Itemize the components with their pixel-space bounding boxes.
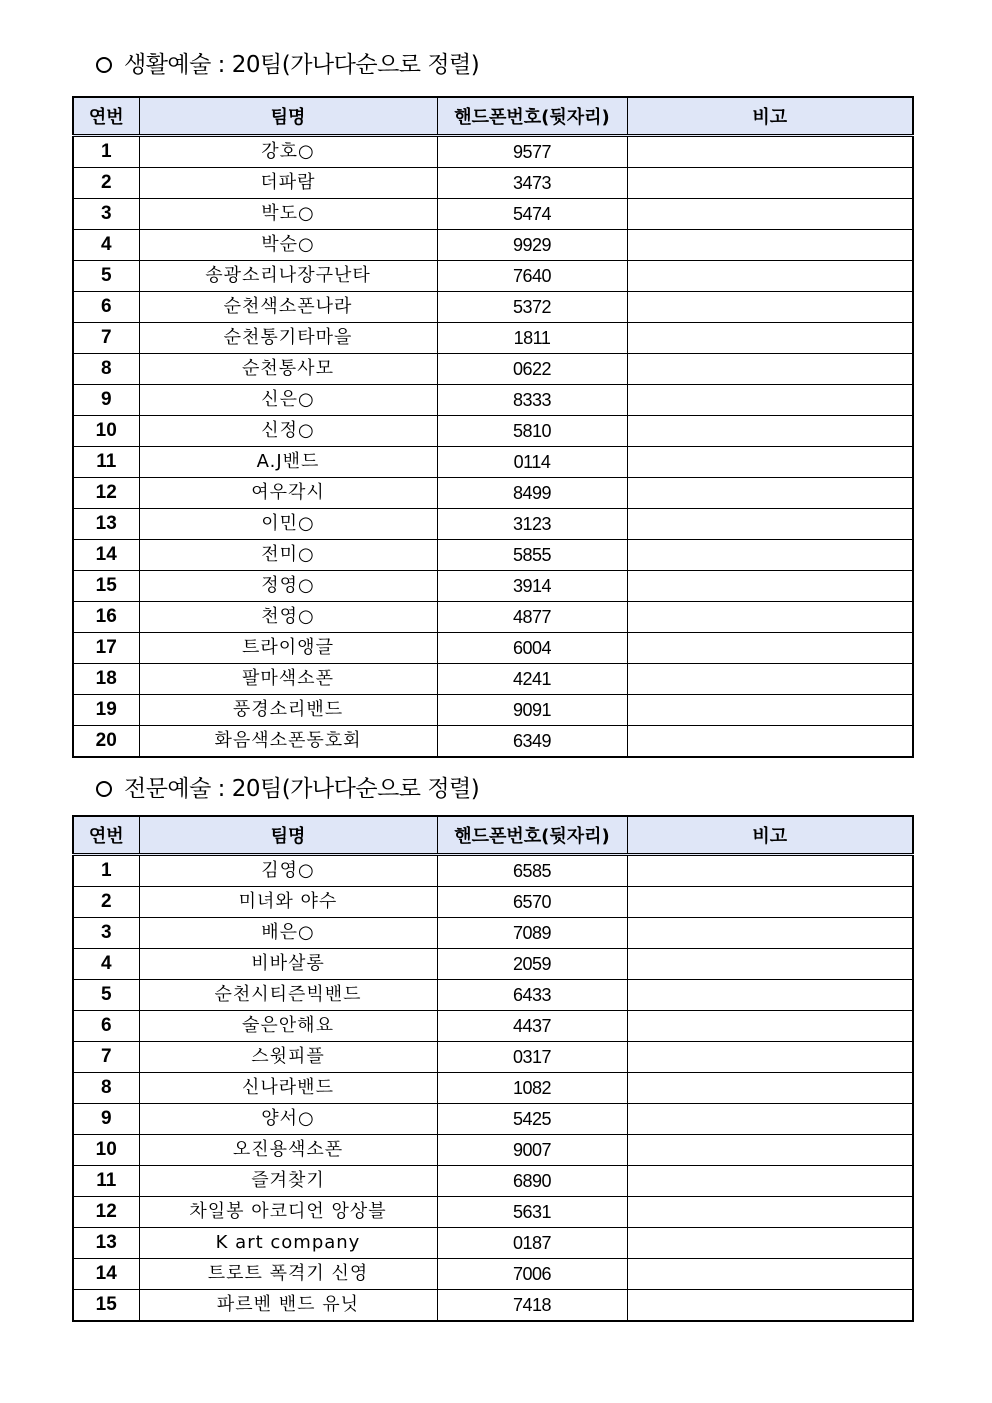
table-row (73, 292, 913, 323)
phone-suffix-cell: 0187 (437, 1228, 627, 1259)
phone-suffix-cell: 6349 (437, 726, 627, 758)
note-cell (627, 664, 913, 695)
team-name-cell: 여우각시 (139, 478, 437, 509)
team-name-cell: 배은○ (139, 918, 437, 949)
team-name-cell: 오진용색소폰 (139, 1135, 437, 1166)
table-row (73, 949, 913, 980)
table-row (73, 1228, 913, 1259)
circle-bullet-icon (96, 57, 112, 73)
header-index: 연번 (73, 97, 139, 136)
section-title-text: 생활예술 : 20팀(가나다순으로 정렬) (124, 52, 480, 78)
team-name-cell: 김영○ (139, 855, 437, 887)
table-row (73, 1104, 913, 1135)
team-name-cell: 트라이앵글 (139, 633, 437, 664)
team-name-cell: 송광소리나장구난타 (139, 261, 437, 292)
phone-suffix-cell: 6585 (437, 855, 627, 887)
note-cell (627, 354, 913, 385)
phone-suffix-cell: 5810 (437, 416, 627, 447)
phone-suffix-cell: 0114 (437, 447, 627, 478)
table-row (73, 478, 913, 509)
circle-bullet-icon (96, 781, 112, 797)
note-cell (627, 1290, 913, 1322)
row-index: 8 (73, 354, 139, 385)
phone-suffix-cell: 3123 (437, 509, 627, 540)
team-name-cell: 순천통사모 (139, 354, 437, 385)
table-row (73, 199, 913, 230)
table-row (73, 1042, 913, 1073)
table-row (73, 416, 913, 447)
team-name-cell: 술은안해요 (139, 1011, 437, 1042)
table-row (73, 136, 913, 168)
row-index: 1 (73, 136, 139, 168)
note-cell (627, 1011, 913, 1042)
table-row (73, 571, 913, 602)
note-cell (627, 695, 913, 726)
table-row (73, 261, 913, 292)
section-title-amateur (96, 50, 479, 80)
row-index: 13 (73, 1228, 139, 1259)
team-name-cell: 정영○ (139, 571, 437, 602)
table-row (73, 354, 913, 385)
note-cell (627, 918, 913, 949)
team-name-cell: 비바살롱 (139, 949, 437, 980)
row-index: 8 (73, 1073, 139, 1104)
team-name-cell: 신정○ (139, 416, 437, 447)
table-header-row (73, 97, 913, 136)
phone-suffix-cell: 7640 (437, 261, 627, 292)
note-cell (627, 887, 913, 918)
note-cell (627, 855, 913, 887)
team-name-cell: 박도○ (139, 199, 437, 230)
amateur-teams-body (73, 136, 913, 758)
note-cell (627, 199, 913, 230)
table-row (73, 385, 913, 416)
row-index: 10 (73, 1135, 139, 1166)
note-cell (627, 540, 913, 571)
note-cell (627, 416, 913, 447)
note-cell (627, 168, 913, 199)
phone-suffix-cell: 0317 (437, 1042, 627, 1073)
phone-suffix-cell: 6433 (437, 980, 627, 1011)
row-index: 14 (73, 1259, 139, 1290)
row-index: 3 (73, 199, 139, 230)
table-row (73, 168, 913, 199)
phone-suffix-cell: 3914 (437, 571, 627, 602)
note-cell (627, 447, 913, 478)
team-name-cell: 스윗피플 (139, 1042, 437, 1073)
note-cell (627, 980, 913, 1011)
professional-teams-table (72, 815, 914, 1322)
team-name-cell: 즐겨찾기 (139, 1166, 437, 1197)
table-row (73, 1135, 913, 1166)
header-note: 비고 (627, 816, 913, 855)
row-index: 5 (73, 980, 139, 1011)
team-name-cell: 차일봉 아코디언 앙상블 (139, 1197, 437, 1228)
note-cell (627, 385, 913, 416)
phone-suffix-cell: 5372 (437, 292, 627, 323)
header-team-name: 팀명 (139, 816, 437, 855)
amateur-teams-table (72, 96, 914, 758)
note-cell (627, 261, 913, 292)
table-row (73, 1073, 913, 1104)
header-phone: 핸드폰번호(뒷자리) (437, 816, 627, 855)
phone-suffix-cell: 5425 (437, 1104, 627, 1135)
team-name-cell: 신은○ (139, 385, 437, 416)
table-row (73, 323, 913, 354)
row-index: 12 (73, 1197, 139, 1228)
table-row (73, 509, 913, 540)
table-row (73, 230, 913, 261)
phone-suffix-cell: 9091 (437, 695, 627, 726)
team-name-cell: 미녀와 야수 (139, 887, 437, 918)
phone-suffix-cell: 4877 (437, 602, 627, 633)
row-index: 9 (73, 385, 139, 416)
row-index: 3 (73, 918, 139, 949)
row-index: 15 (73, 571, 139, 602)
team-name-cell: 트로트 폭격기 신영 (139, 1259, 437, 1290)
team-name-cell: 이민○ (139, 509, 437, 540)
note-cell (627, 1073, 913, 1104)
team-name-cell: 순천통기타마을 (139, 323, 437, 354)
table-row (73, 1197, 913, 1228)
row-index: 18 (73, 664, 139, 695)
phone-suffix-cell: 6890 (437, 1166, 627, 1197)
row-index: 6 (73, 1011, 139, 1042)
note-cell (627, 949, 913, 980)
phone-suffix-cell: 9577 (437, 136, 627, 168)
team-name-cell: 화음색소폰동호회 (139, 726, 437, 758)
phone-suffix-cell: 1082 (437, 1073, 627, 1104)
phone-suffix-cell: 9929 (437, 230, 627, 261)
table-row (73, 1290, 913, 1322)
table-row (73, 726, 913, 758)
row-index: 11 (73, 447, 139, 478)
phone-suffix-cell: 4437 (437, 1011, 627, 1042)
team-name-cell: 파르벤 밴드 유닛 (139, 1290, 437, 1322)
row-index: 4 (73, 949, 139, 980)
row-index: 10 (73, 416, 139, 447)
note-cell (627, 230, 913, 261)
note-cell (627, 323, 913, 354)
professional-teams-body (73, 855, 913, 1322)
phone-suffix-cell: 5631 (437, 1197, 627, 1228)
team-name-cell: 천영○ (139, 602, 437, 633)
phone-suffix-cell: 1811 (437, 323, 627, 354)
team-name-cell: A.J밴드 (139, 447, 437, 478)
team-name-cell: 양서○ (139, 1104, 437, 1135)
header-note: 비고 (627, 97, 913, 136)
header-index: 연번 (73, 816, 139, 855)
table-row (73, 980, 913, 1011)
phone-suffix-cell: 2059 (437, 949, 627, 980)
table-row (73, 1166, 913, 1197)
table-row (73, 695, 913, 726)
note-cell (627, 633, 913, 664)
team-name-cell: 순천색소폰나라 (139, 292, 437, 323)
table-row (73, 602, 913, 633)
table-row (73, 887, 913, 918)
header-phone: 핸드폰번호(뒷자리) (437, 97, 627, 136)
row-index: 1 (73, 855, 139, 887)
row-index: 17 (73, 633, 139, 664)
table-header-row (73, 816, 913, 855)
phone-suffix-cell: 5855 (437, 540, 627, 571)
phone-suffix-cell: 5474 (437, 199, 627, 230)
section-title-professional (96, 774, 479, 804)
team-name-cell: 순천시티즌빅밴드 (139, 980, 437, 1011)
note-cell (627, 478, 913, 509)
phone-suffix-cell: 8499 (437, 478, 627, 509)
table-row (73, 1011, 913, 1042)
note-cell (627, 571, 913, 602)
table-row (73, 1259, 913, 1290)
note-cell (627, 1166, 913, 1197)
note-cell (627, 1104, 913, 1135)
header-team-name: 팀명 (139, 97, 437, 136)
table-row (73, 918, 913, 949)
row-index: 2 (73, 887, 139, 918)
row-index: 2 (73, 168, 139, 199)
row-index: 20 (73, 726, 139, 758)
note-cell (627, 1228, 913, 1259)
team-name-cell: 전미○ (139, 540, 437, 571)
phone-suffix-cell: 6570 (437, 887, 627, 918)
table-row (73, 447, 913, 478)
team-name-cell: 팔마색소폰 (139, 664, 437, 695)
note-cell (627, 602, 913, 633)
phone-suffix-cell: 7418 (437, 1290, 627, 1322)
row-index: 11 (73, 1166, 139, 1197)
row-index: 7 (73, 323, 139, 354)
row-index: 13 (73, 509, 139, 540)
table-row (73, 855, 913, 887)
phone-suffix-cell: 8333 (437, 385, 627, 416)
note-cell (627, 1197, 913, 1228)
row-index: 5 (73, 261, 139, 292)
team-name-cell: 풍경소리밴드 (139, 695, 437, 726)
row-index: 7 (73, 1042, 139, 1073)
note-cell (627, 136, 913, 168)
table-row (73, 664, 913, 695)
phone-suffix-cell: 7006 (437, 1259, 627, 1290)
note-cell (627, 292, 913, 323)
row-index: 19 (73, 695, 139, 726)
team-name-cell: 신나라밴드 (139, 1073, 437, 1104)
phone-suffix-cell: 7089 (437, 918, 627, 949)
team-name-cell: 강호○ (139, 136, 437, 168)
row-index: 16 (73, 602, 139, 633)
row-index: 9 (73, 1104, 139, 1135)
note-cell (627, 726, 913, 758)
team-name-cell: K art company (139, 1228, 437, 1259)
note-cell (627, 509, 913, 540)
phone-suffix-cell: 4241 (437, 664, 627, 695)
section-title-text: 전문예술 : 20팀(가나다순으로 정렬) (124, 776, 480, 802)
row-index: 14 (73, 540, 139, 571)
table-row (73, 540, 913, 571)
phone-suffix-cell: 6004 (437, 633, 627, 664)
phone-suffix-cell: 0622 (437, 354, 627, 385)
phone-suffix-cell: 3473 (437, 168, 627, 199)
team-name-cell: 박순○ (139, 230, 437, 261)
phone-suffix-cell: 9007 (437, 1135, 627, 1166)
team-name-cell: 더파람 (139, 168, 437, 199)
note-cell (627, 1135, 913, 1166)
row-index: 15 (73, 1290, 139, 1322)
table-row (73, 633, 913, 664)
row-index: 4 (73, 230, 139, 261)
note-cell (627, 1042, 913, 1073)
row-index: 12 (73, 478, 139, 509)
row-index: 6 (73, 292, 139, 323)
note-cell (627, 1259, 913, 1290)
